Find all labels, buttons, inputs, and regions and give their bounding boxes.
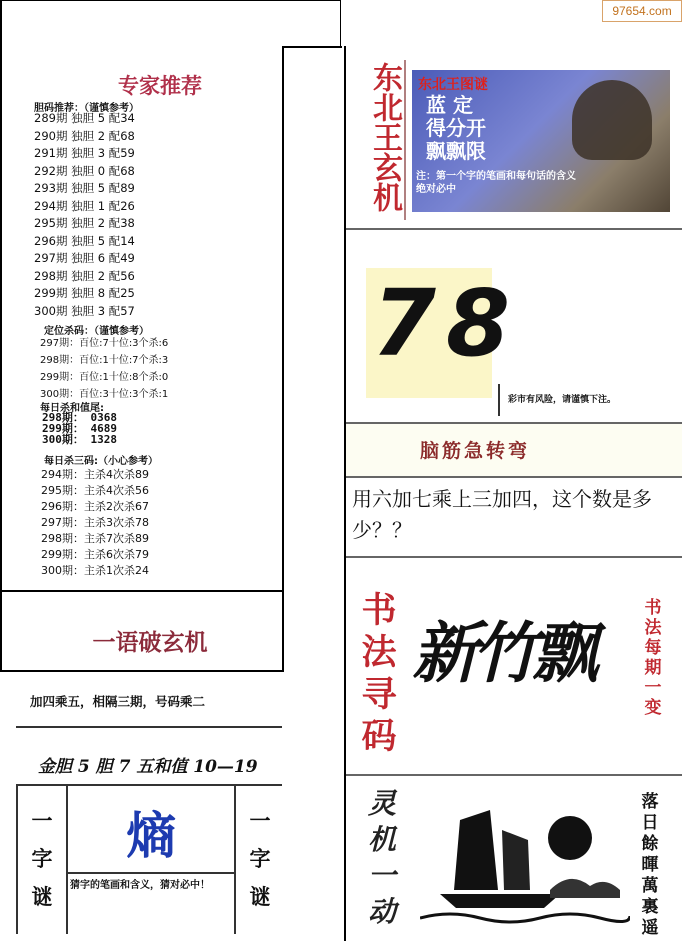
list-item: 292期 独胆 0 配68 (34, 163, 135, 178)
poster-line: 蓝 定 (426, 93, 473, 117)
poster-line: 飘飘限 (426, 139, 486, 163)
kill-list (41, 467, 149, 579)
jin-line: 金胆 5 胆 7 五和值 10—19 (38, 757, 258, 777)
divider-line (346, 556, 682, 558)
side-label-left (24, 802, 60, 916)
list-item: 291期 独胆 3 配59 (34, 146, 135, 160)
list-item: 294期：主杀4次杀89 (41, 468, 149, 481)
shufa-char: 码 (361, 716, 397, 757)
riddle-char: 熵 (126, 806, 176, 865)
pos-header: 定位杀码：（谨慎参考） (44, 326, 149, 337)
digit: 8 (446, 270, 511, 377)
top-border (0, 0, 340, 1)
divider-line (16, 784, 282, 786)
shufa-side-char: 法 (644, 618, 662, 638)
list-item: 295期 独胆 2 配38 (34, 216, 135, 230)
list-item: 296期 独胆 5 配14 (34, 233, 135, 248)
hull-shape (440, 894, 560, 908)
risk-note: 彩市有风险，请谨慎下注。 (508, 395, 617, 405)
list-item: 290期 独胆 2 配68 (34, 128, 135, 143)
shufa-char: 书 (361, 590, 397, 631)
poster-line: 得分开 (426, 116, 486, 140)
list-item: 299期：百位:1十位:8个杀:0 (40, 372, 169, 383)
divider-line (16, 726, 282, 728)
island-shape (550, 879, 620, 898)
lingji-char: 机 (367, 823, 396, 856)
left-border (0, 0, 2, 672)
poem-char: 遥 (641, 918, 659, 938)
list-item: 297期：百位:7十位:3个杀:6 (40, 338, 169, 349)
divider-line (498, 384, 500, 416)
list-item: 296期：主杀2次杀67 (41, 500, 149, 513)
right-border (344, 46, 346, 941)
list-item: 298期： 0368 (42, 411, 117, 424)
moon-shape (548, 816, 592, 860)
digit: 7 (372, 270, 437, 377)
list-item: 300期 独胆 3 配57 (34, 303, 135, 318)
list-item: 299期： 4689 (42, 422, 117, 435)
list-item: 298期 独胆 2 配56 (34, 268, 135, 283)
list-item: 298期：百位:1十位:7个杀:3 (40, 355, 169, 366)
divider-line (340, 0, 341, 46)
side-char: 谜 (31, 884, 53, 909)
list-item: 298期：主杀7次杀89 (41, 532, 149, 545)
poem-char: 暉 (641, 855, 659, 875)
divider-line (0, 590, 282, 592)
shufa-char: 法 (361, 632, 397, 673)
poem-char: 萬 (641, 876, 659, 896)
list-item: 294期 独胆 1 配26 (34, 198, 135, 213)
divider-line (346, 228, 682, 230)
list-item: 289期 独胆 5 配34 (34, 111, 135, 125)
sail-shape (502, 830, 530, 890)
shufa-side-char: 每 (644, 638, 662, 658)
list-item: 297期：主杀3次杀78 (41, 516, 149, 529)
side-label-right (242, 802, 278, 916)
expert-title: 专家推荐 (118, 74, 202, 98)
poster-lines (426, 94, 486, 163)
list-item: 297期 独胆 6 配49 (34, 251, 135, 265)
question-text: 用六加七乘上三加四，这个数是多少？？ (352, 487, 652, 542)
poster-title: 东北王图谜 (418, 77, 488, 93)
divider-line (16, 784, 18, 934)
sail-shape (454, 810, 498, 890)
dan-list (34, 110, 135, 320)
side-char: 字 (31, 846, 53, 871)
riddle-text: 猜字的笔画和含义，猜对必中！ (70, 880, 210, 891)
divider-line (282, 46, 342, 48)
poem-text (636, 792, 664, 939)
divider-line (346, 774, 682, 776)
poem-char: 餘 (641, 834, 659, 854)
hint-line: 加四乘五，相隔三期，号码乘二 (30, 694, 206, 709)
list-item: 295期：主杀4次杀56 (41, 484, 149, 497)
wave-shape (420, 914, 630, 922)
calligraphy-chars: 新竹飘 (412, 614, 592, 692)
sum-list (42, 412, 117, 445)
yiyu-title: 一语破玄机 (92, 630, 208, 656)
side-char: 谜 (249, 884, 271, 909)
ship-illustration (420, 790, 630, 935)
list-item: 299期：主杀6次杀79 (41, 548, 149, 561)
list-item: 300期： 1328 (42, 433, 117, 446)
poster-note: 注：第一个字的笔画和每句话的含义绝对必中 (416, 171, 576, 195)
poem-char: 裏 (641, 897, 659, 917)
divider-line (404, 60, 406, 220)
divider-line (234, 784, 236, 934)
side-char: 字 (249, 846, 271, 871)
dan-header: 胆码推荐：（谨慎参考） (34, 103, 139, 114)
divider-line (0, 670, 282, 672)
sum-header: 每日杀和值尾: (40, 403, 104, 414)
list-item: 299期 独胆 8 配25 (34, 286, 135, 300)
lingji-char: 动 (367, 895, 396, 928)
brain-title: 脑筋急转弯 (420, 440, 531, 462)
shufa-side-char: 书 (644, 598, 662, 618)
shufa-side-char: 期 (644, 658, 662, 678)
shufa-side-char: 一 (644, 678, 662, 698)
lower-left-panel (16, 684, 282, 939)
divider-line (346, 476, 682, 478)
kill-header: 每日杀三码:（小心参考） (44, 456, 158, 467)
buddha-image (572, 80, 652, 160)
lingji-char: 一 (367, 859, 396, 892)
poem-char: 日 (641, 813, 659, 833)
list-item: 300期：百位:3十位:3个杀:1 (40, 389, 169, 400)
shufa-title (352, 590, 406, 758)
side-char: 一 (31, 808, 53, 833)
list-item: 293期 独胆 5 配89 (34, 181, 135, 195)
poster-image (412, 70, 670, 212)
poem-char: 落 (641, 792, 659, 812)
dongbei-title: 东北王玄机 (367, 62, 402, 212)
shufa-char: 寻 (361, 674, 397, 715)
shufa-side-char: 变 (644, 698, 662, 718)
divider-line (68, 872, 234, 874)
side-char: 一 (249, 808, 271, 833)
divider-line (282, 46, 284, 672)
lingji-title (362, 786, 402, 930)
list-item: 300期：主杀1次杀24 (41, 564, 149, 577)
lingji-char: 灵 (367, 787, 396, 820)
shufa-side (640, 598, 666, 718)
site-watermark: 97654.com (602, 0, 682, 22)
pos-list (40, 335, 168, 403)
